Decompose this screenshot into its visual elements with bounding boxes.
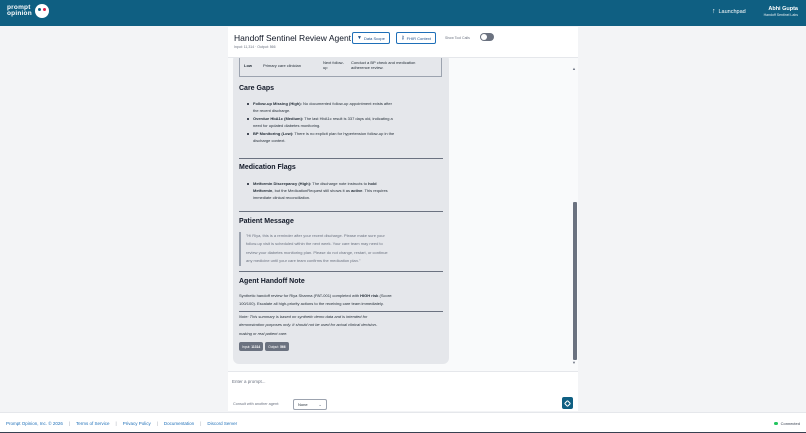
output-badge-label: Output: bbox=[268, 344, 280, 349]
show-tool-calls-toggle[interactable] bbox=[480, 33, 494, 41]
privacy-link[interactable]: Privacy Policy bbox=[122, 421, 151, 426]
prompt-input[interactable] bbox=[232, 376, 532, 386]
launchpad-link[interactable] bbox=[712, 8, 746, 16]
footer-separator: | bbox=[68, 421, 71, 426]
flag-text: . This requires bbox=[362, 188, 388, 194]
logo-text-line2: opinion bbox=[7, 10, 32, 17]
care-gaps-list bbox=[247, 100, 443, 145]
logo-mascot-icon bbox=[35, 4, 49, 18]
care-gaps-heading: Care Gaps bbox=[239, 85, 275, 92]
table-row bbox=[239, 58, 442, 77]
priority-cell: Low bbox=[244, 62, 252, 68]
quote-line: review your diabetes monitoring plan. Please do not change, restart, or continue bbox=[246, 249, 388, 255]
flag-text: , but the MedicationRequest still shows it as bbox=[272, 188, 352, 194]
user-name: Abhi Gupta bbox=[768, 6, 798, 12]
gap-text: discharge context. bbox=[253, 138, 286, 144]
gap-text: The last HbA1c result is 337 days old, indicating a bbox=[303, 116, 393, 121]
disclaimer-note bbox=[239, 313, 443, 338]
logo-text-line1: prompt bbox=[7, 3, 31, 11]
footer-links bbox=[6, 421, 237, 426]
gap-text: No documented follow-up appointment exists after bbox=[301, 101, 392, 106]
logo[interactable] bbox=[7, 4, 49, 18]
launchpad-label: Launchpad bbox=[718, 9, 746, 15]
filter-icon: ▼ bbox=[357, 35, 362, 41]
flag-bold: Metformin bbox=[253, 188, 273, 194]
footer-separator: | bbox=[115, 421, 117, 426]
fhir-context-button[interactable] bbox=[396, 32, 436, 44]
section-divider bbox=[239, 211, 443, 212]
show-tool-calls-label: Show Tool Calls bbox=[445, 35, 470, 40]
note-line: making or real patient care. bbox=[239, 330, 288, 336]
section-divider bbox=[239, 158, 443, 159]
terms-link[interactable]: Terms of Service bbox=[76, 421, 110, 426]
flag-bold: hold bbox=[368, 181, 377, 186]
note-line: Note: This summary is based on synthetic demo data and is intended for bbox=[239, 314, 368, 319]
scroll-down-icon[interactable]: ▼ bbox=[572, 360, 576, 365]
send-icon bbox=[564, 399, 571, 406]
data-scope-label: Data Scope bbox=[363, 35, 385, 41]
flag-bold: active bbox=[351, 188, 363, 194]
connection-status bbox=[774, 421, 800, 426]
copyright: Prompt Opinion, Inc. © 2026 bbox=[6, 421, 63, 426]
action-line: Conduct a BP check and medication bbox=[351, 59, 416, 65]
prompt-composer bbox=[228, 371, 578, 411]
quote-line: any medicine until your care team confirms the medication plan." bbox=[246, 258, 361, 264]
gap-label: Overdue HbA1c (Medium): bbox=[253, 116, 304, 121]
status-text: Connected bbox=[780, 421, 800, 426]
output-token-badge bbox=[265, 342, 288, 351]
gap-label: BP Monitoring (Low): bbox=[253, 131, 294, 136]
handoff-text: Synthetic handoff review for Riya Sharma (PAT-001) completed with bbox=[239, 293, 361, 298]
medication-flags-heading: Medication Flags bbox=[239, 164, 296, 171]
action-line: adherence review. bbox=[351, 65, 384, 70]
section-divider bbox=[239, 311, 443, 312]
chat-scrollbar[interactable] bbox=[572, 66, 577, 366]
scrollbar-thumb[interactable] bbox=[573, 202, 577, 360]
quote-line: follow-up visit is scheduled within the next week. Your care team may need to bbox=[246, 241, 383, 247]
toggle-knob bbox=[481, 34, 487, 40]
action-cell bbox=[351, 60, 441, 71]
flag-label: Metformin Discrepancy (High): bbox=[253, 181, 312, 186]
list-item bbox=[247, 130, 443, 144]
gap-label: Follow-up Missing (High): bbox=[253, 101, 302, 106]
gap-text: There is no explicit plan for hypertension follow-up in the bbox=[293, 131, 395, 136]
send-button[interactable] bbox=[562, 397, 573, 409]
footer bbox=[0, 412, 806, 432]
footer-separator: | bbox=[156, 421, 158, 426]
handoff-text: (Score: bbox=[378, 293, 393, 298]
discord-link[interactable]: Discord Server bbox=[207, 421, 238, 426]
gap-text: the recent discharge. bbox=[253, 108, 291, 114]
key-icon: ⚷ bbox=[401, 35, 405, 41]
risk-level: HIGH risk bbox=[360, 293, 379, 298]
input-badge-label: Input: bbox=[242, 344, 251, 349]
output-badge-value: 566 bbox=[280, 344, 286, 349]
agent-header bbox=[228, 27, 578, 58]
handoff-paragraph bbox=[239, 292, 443, 309]
consult-agent-label: Consult with another agent: bbox=[233, 402, 280, 406]
list-item bbox=[247, 115, 443, 129]
user-org: Handoff Sentinel Labs bbox=[763, 13, 798, 17]
owner-cell: Primary care clinician bbox=[263, 62, 302, 68]
upload-arrow-icon: ↑ bbox=[712, 8, 716, 15]
section-divider bbox=[239, 271, 443, 272]
agent-handoff-heading: Agent Handoff Note bbox=[239, 278, 305, 285]
documentation-link[interactable]: Documentation bbox=[163, 421, 195, 426]
quote-line: "Hi Riya, this is a reminder after your recent discharge. Please make sure your bbox=[246, 233, 385, 238]
note-line: demonstration purposes only. It should not be used for actual clinical decision- bbox=[239, 322, 378, 328]
data-scope-button[interactable] bbox=[352, 32, 390, 44]
flag-text: immediate clinical reconciliation. bbox=[253, 195, 311, 201]
agent-message-bubble bbox=[233, 58, 449, 364]
due-cell bbox=[323, 60, 351, 71]
list-item bbox=[247, 100, 443, 114]
token-badges bbox=[239, 342, 291, 351]
gap-text: need for updated diabetes monitoring. bbox=[253, 123, 321, 129]
input-token-badge bbox=[239, 342, 263, 351]
consult-agent-select[interactable] bbox=[293, 399, 327, 410]
footer-separator: | bbox=[200, 421, 202, 426]
status-dot-icon bbox=[774, 422, 778, 426]
fhir-context-label: FHIR Context bbox=[406, 35, 431, 41]
handoff-text: 100/100). Escalate all high-priority actions to the receiving care team immediately. bbox=[239, 301, 384, 307]
top-bar bbox=[0, 0, 806, 26]
scroll-up-icon[interactable]: ▲ bbox=[572, 66, 576, 71]
agent-title: Handoff Sentinel Review Agent bbox=[234, 33, 352, 43]
patient-message-quote bbox=[239, 232, 443, 266]
flag-text: The discharge note instructs to bbox=[311, 181, 369, 186]
due-line: up bbox=[323, 65, 328, 70]
chat-area[interactable] bbox=[228, 58, 578, 371]
user-menu[interactable] bbox=[764, 6, 798, 17]
consult-agent-value: None bbox=[298, 402, 308, 407]
medication-flags-list bbox=[247, 180, 443, 202]
due-line: Next follow- bbox=[323, 59, 344, 65]
list-item bbox=[247, 180, 443, 202]
token-summary: Input: 11,314 · Output: 566 bbox=[234, 45, 276, 49]
patient-message-heading: Patient Message bbox=[239, 218, 294, 225]
chevron-down-icon: ⌄ bbox=[318, 402, 322, 407]
input-badge-value: 11314 bbox=[251, 344, 261, 349]
